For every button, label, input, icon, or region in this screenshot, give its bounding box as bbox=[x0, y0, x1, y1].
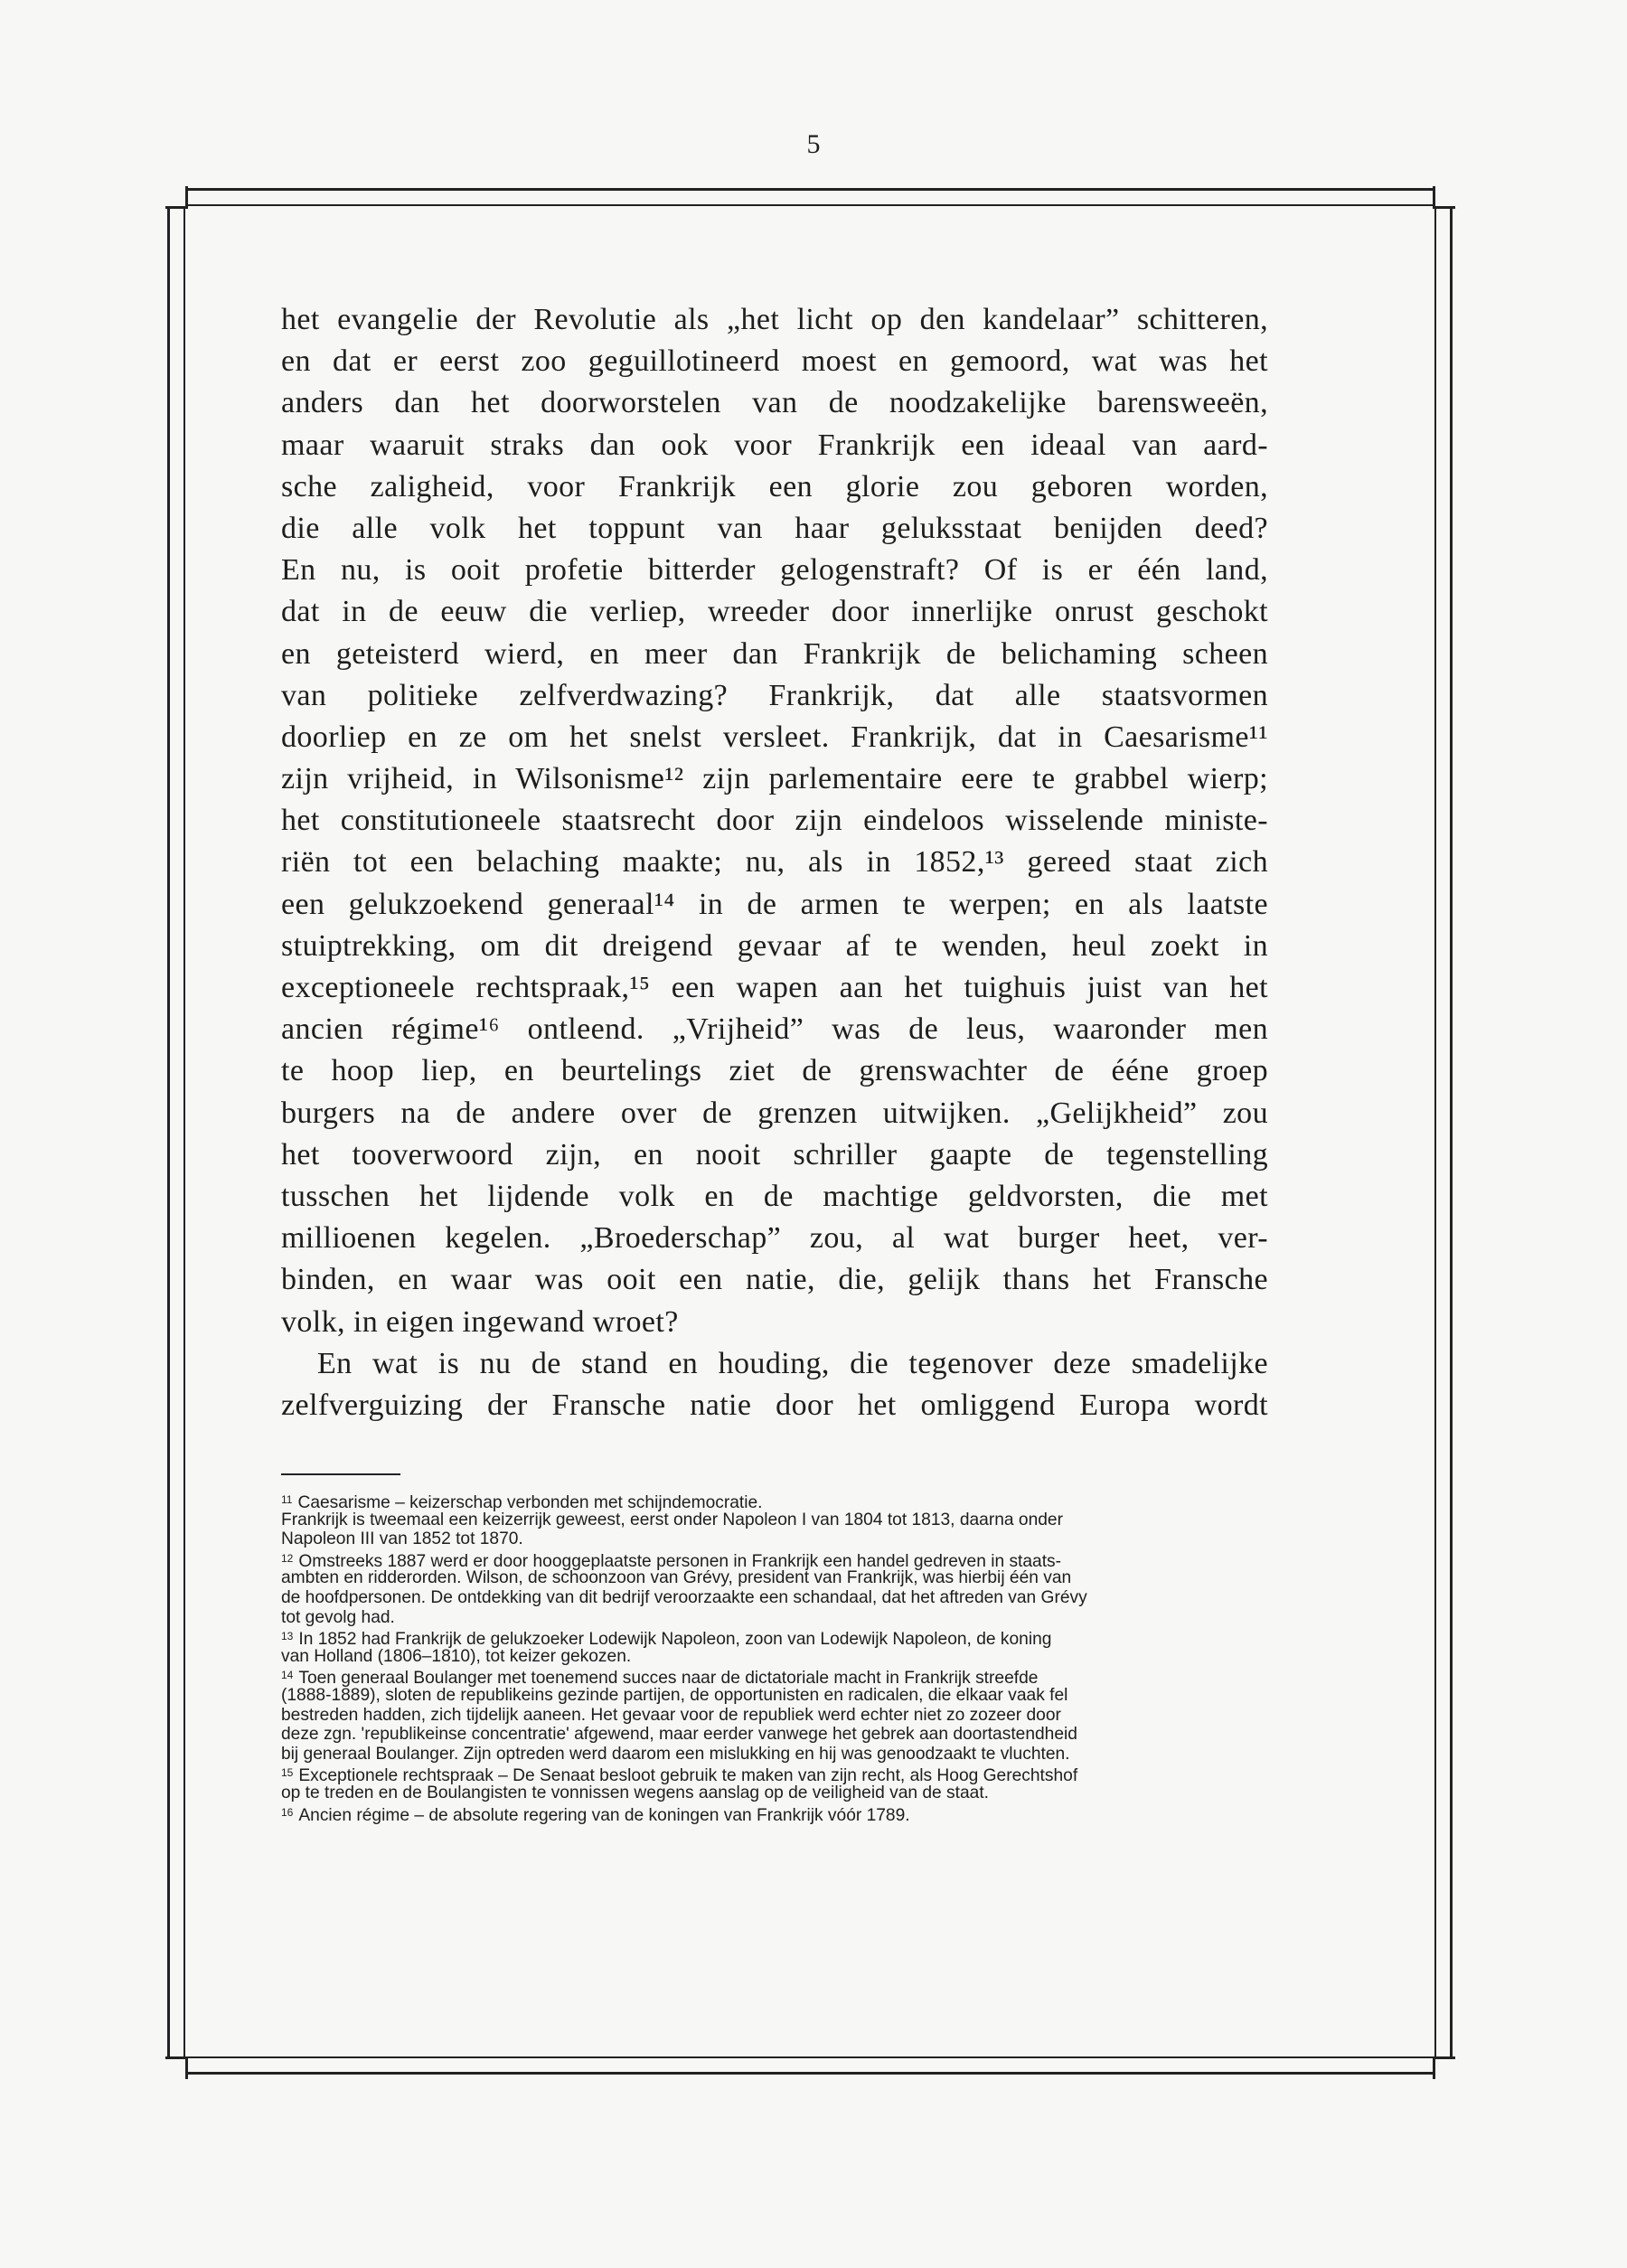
footnote-text: deze zgn. 'republikeinse concentratie' afgewend, maar eerder vanwege het gebrek aan doortastendheid bbox=[281, 1725, 1077, 1745]
border-corner-top-right bbox=[1433, 186, 1455, 209]
footnote-text: bestreden hadden, zich tijdelijk aaneen. Het gevaar voor de republiek werd echter niet zo zozeer door bbox=[281, 1705, 1061, 1725]
text-line: exceptioneele rechtspraak,¹⁵ een wapen aan het tuighuis juist van het bbox=[281, 971, 1268, 1004]
border-corner-bottom-right bbox=[1433, 2056, 1455, 2079]
text-line: en dat er eerst zoo geguillotineerd moest en gemoord, wat was het bbox=[281, 344, 1268, 379]
footnote-text: de hoofdpersonen. De ontdekking van dit bedrijf veroorzaakte een schandaal, dat het aftreden van Grévy bbox=[281, 1587, 1087, 1607]
footnote-text: Omstreeks 1887 werd er door hooggeplaatste personen in Frankrijk een handel gedreven in staats- bbox=[298, 1551, 1062, 1571]
footnote-text: Ancien régime – de absolute regering van de koningen van Frankrijk vóór 1789. bbox=[298, 1805, 910, 1825]
text-line: burgers na de andere over de grenzen uitwijken. „Gelijkheid” zou bbox=[281, 1096, 1268, 1130]
footnote-text: Exceptionele rechtspraak – De Senaat besloot gebruik te maken van zijn recht, als Hoog Gerechtshof bbox=[298, 1766, 1078, 1786]
footnote-line bbox=[281, 1588, 1275, 1608]
text-line: ancien régime¹⁶ ontleend. „Vrijheid” was de leus, waaronder men bbox=[281, 1012, 1268, 1047]
footnote-text: ambten en ridderorden. Wilson, de schoonzoon van Grévy, president van Frankrijk, was hierbij één van bbox=[281, 1568, 1072, 1588]
footnote-text: bij generaal Boulanger. Zijn optreden werd daarom een mislukking en hij was genoodzaakt te vluchten. bbox=[281, 1744, 1070, 1764]
footnote-line bbox=[281, 1568, 1275, 1588]
footnote-separator bbox=[281, 1473, 400, 1475]
footnote-line bbox=[281, 1549, 1275, 1569]
footnote-text: Frankrijk is tweemaal een keizerrijk geweest, eerst onder Napoleon I van 1804 tot 1813, daarna onder bbox=[281, 1510, 1063, 1529]
footnote-line bbox=[281, 1803, 1275, 1823]
text-line: doorliep en ze om het snelst versleet. Frankrijk, dat in Caesarisme¹¹ bbox=[281, 720, 1268, 754]
text-line: zijn vrijheid, in Wilsonisme¹² zijn parlementaire eere te grabbel wierp; bbox=[281, 762, 1268, 796]
footnote-number: 14 bbox=[281, 1669, 294, 1682]
text-line: stuiptrekking, om dit dreigend gevaar af te wenden, heul zoekt in bbox=[281, 928, 1268, 963]
main-text bbox=[281, 299, 1268, 1426]
text-line: die alle volk het toppunt van haar geluksstaat benijden deed? bbox=[281, 511, 1268, 545]
page-number: 5 bbox=[806, 129, 821, 159]
text-line: sche zaligheid, voor Frankrijk een glorie zou geboren worden, bbox=[281, 469, 1268, 503]
text-line: dat in de eeuw die verliep, wreeder door innerlijke onrust geschokt bbox=[281, 595, 1268, 629]
text-line: een gelukzoekend generaal¹⁴ in de armen te werpen; en als laatste bbox=[281, 887, 1268, 921]
footnote-number: 16 bbox=[281, 1805, 294, 1819]
footnote-line bbox=[281, 1647, 1275, 1667]
footnote-text: In 1852 had Frankrijk de gelukzoeker Lodewijk Napoleon, zoon van Lodewijk Napoleon, de koning bbox=[298, 1630, 1052, 1650]
footnote-line bbox=[281, 1764, 1275, 1786]
footnote-line bbox=[281, 1627, 1275, 1650]
footnote-line bbox=[281, 1529, 1275, 1549]
footnotes bbox=[281, 1491, 1275, 1825]
border-corner-top-left bbox=[165, 186, 188, 209]
footnote-text: tot gevolg had. bbox=[281, 1607, 395, 1627]
footnote-line bbox=[281, 1783, 1275, 1803]
footnote-text: (1888-1889), sloten de republikeins gezinde partijen, de opportunisten en radicalen, die elkaar vaak fel bbox=[281, 1685, 1068, 1705]
text-line: te hoop liep, en beurtelings ziet de grenswachter de ééne groep bbox=[281, 1054, 1268, 1088]
footnote-line bbox=[281, 1608, 1275, 1628]
footnote-text: Caesarisme – keizerschap verbonden met schijndemocratie. bbox=[297, 1493, 763, 1512]
text-line: En wat is nu de stand en houding, die tegenover deze smadelijke bbox=[317, 1346, 1268, 1380]
text-line: en geteisterd wierd, en meer dan Frankrijk de belichaming scheen bbox=[281, 636, 1268, 671]
text-line: millioenen kegelen. „Broederschap” zou, al wat burger heet, ver- bbox=[281, 1221, 1268, 1256]
text-line: zelfverguizing der Fransche natie door het omliggend Europa wordt bbox=[281, 1388, 1268, 1422]
text-line: anders dan het doorworstelen van de noodzakelijke barensweeën, bbox=[281, 386, 1268, 420]
text-line: het constitutioneele staatsrecht door zijn eindeloos wisselende ministe- bbox=[281, 804, 1268, 838]
border-corner-bottom-left bbox=[165, 2056, 188, 2079]
footnote-line bbox=[281, 1725, 1275, 1745]
footnote-number: 11 bbox=[281, 1493, 293, 1506]
text-line: En nu, is ooit profetie bitterder gelogenstraft? Of is er één land, bbox=[281, 553, 1268, 588]
footnote-line bbox=[281, 1745, 1275, 1765]
footnote-line bbox=[281, 1706, 1275, 1726]
footnote-text: op te treden en de Boulangisten te vonnissen wegens aanslag op de veiligheid van de staat. bbox=[281, 1783, 989, 1802]
text-line: volk, in eigen ingewand wroet? bbox=[281, 1304, 679, 1339]
text-line: binden, en waar was ooit een natie, die, gelijk thans het Fransche bbox=[281, 1263, 1268, 1297]
footnote-line bbox=[281, 1686, 1275, 1706]
text-line: riën tot een belaching maakte; nu, als in 1852,¹³ gereed staat zich bbox=[281, 845, 1268, 880]
footnote-number: 13 bbox=[281, 1630, 294, 1643]
footnote-number: 15 bbox=[281, 1766, 294, 1780]
footnote-text: Toen generaal Boulanger met toenemend succes naar de dictatoriale macht in Frankrijk streefde bbox=[298, 1669, 1039, 1689]
text-line: van politieke zelfverdwazing? Frankrijk, dat alle staatsvormen bbox=[281, 678, 1268, 712]
text-line: het evangelie der Revolutie als „het licht op den kandelaar” schitteren, bbox=[281, 303, 1268, 336]
footnote-text: van Holland (1806–1810), tot keizer gekozen. bbox=[281, 1646, 632, 1666]
footnote-text: Napoleon III van 1852 tot 1870. bbox=[281, 1529, 523, 1549]
footnote-line bbox=[281, 1510, 1275, 1530]
text-line: maar waaruit straks dan ook voor Frankrijk een ideaal van aard- bbox=[281, 428, 1268, 462]
footnote-line bbox=[281, 1491, 1275, 1510]
footnote-line bbox=[281, 1666, 1275, 1689]
footnote-number: 12 bbox=[281, 1551, 294, 1565]
text-line: tusschen het lijdende volk en de machtige geldvorsten, die met bbox=[281, 1179, 1268, 1213]
text-line: het tooverwoord zijn, en nooit schriller gaapte de tegenstelling bbox=[281, 1137, 1268, 1172]
